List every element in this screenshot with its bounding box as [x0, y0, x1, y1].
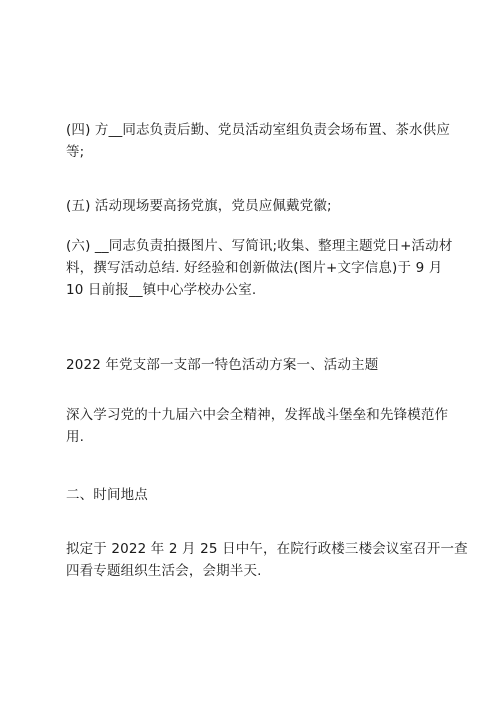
text-line: (六) __同志负责拍摄图片、写简讯;收集、整理主题党日+活动材 — [66, 238, 453, 254]
text-line: (五) 活动现场要高扬党旗，党员应佩戴党徽; — [66, 198, 332, 214]
paragraph-photography — [66, 235, 453, 301]
text-line: 用. — [66, 429, 85, 445]
text-line: 深入学习党的十九届六中会全精神，发挥战斗堡垒和先锋模范作 — [66, 407, 449, 423]
text-line: 四看专题组织生活会，会期半天. — [66, 563, 262, 579]
paragraph-theme-body — [66, 404, 449, 448]
section-heading-time-place — [66, 484, 436, 506]
text-line: 料，撰写活动总结. 好经验和创新做法(图片+文字信息)于 9 月 — [66, 260, 443, 276]
text-line: 拟定于 2022 年 2 月 25 日中午，在院行政楼三楼会议室召开一查 — [66, 541, 468, 557]
text-line: 等; — [66, 144, 85, 160]
text-line: (四) 方__同志负责后勤、党员活动室组负责会场布置、茶水供应 — [66, 122, 450, 138]
text-line: 10 日前报__镇中心学校办公室. — [66, 282, 257, 298]
paragraph-party-flag — [66, 195, 436, 217]
paragraph-logistics — [66, 119, 450, 163]
text-line: 二、时间地点 — [66, 487, 148, 503]
paragraph-time-place-body — [66, 538, 468, 582]
section-heading-activity-theme — [66, 354, 436, 376]
text-line: 2022 年党支部一支部一特色活动方案一、活动主题 — [66, 357, 379, 373]
